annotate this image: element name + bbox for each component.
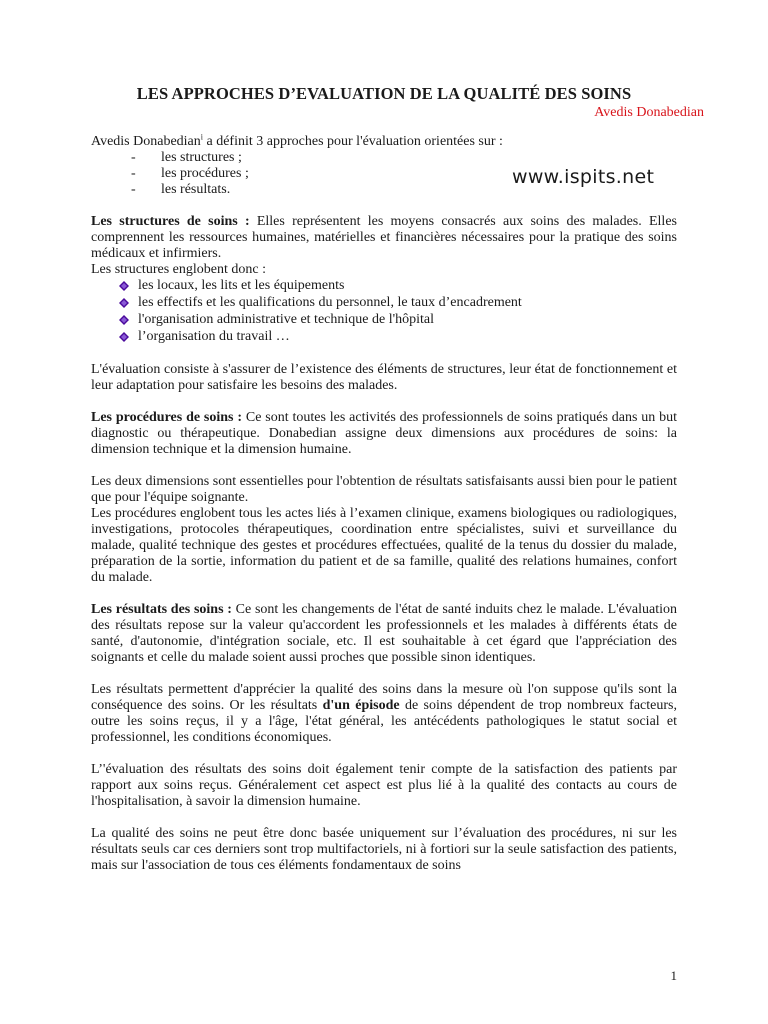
resultats-paragraph: Les résultats des soins : Ce sont les changements de l'état de santé induits chez le malade. L'évaluation des résultats repose sur la valeur qu'accordent les professionnels et les malades à différents états de santé, d'autonomie, d'intégration sociale, etc. Il est souhaitable à cet égard que l'appréciation des soignants et celle du malade soient aussi proches que possible sinon identiques. bbox=[91, 602, 677, 665]
diamond-bullet-icon bbox=[119, 298, 129, 308]
diamond-bullet-icon bbox=[119, 315, 129, 325]
resultats-facteurs: Les résultats permettent d'apprécier la qualité des soins dans la mesure où l'on suppose qu'ils sont la conséquence des soins. Or les résultats d'un épisode de soins dépendent de trop nombreux facteurs, outre les soins reçus, il y a l'âge, l'état général, les antécédents pathologiques le statut social et professionnel, les conditions économiques. bbox=[91, 682, 677, 745]
watermark-url: www.ispits.net bbox=[512, 166, 655, 188]
document-title: LES APPROCHES D’EVALUATION DE LA QUALITÉ DES SOINS bbox=[136, 84, 632, 103]
procedures-heading: Les procédures de soins : bbox=[91, 410, 243, 425]
resultats-satisfaction: L’'évaluation des résultats des soins doit également tenir compte de la satisfaction des patients par rapport aux soins reçus. Généralement cet aspect est plus lié à la qualité des contacts au cours de l'hospitalisation, à savoir la dimension humaine. bbox=[91, 762, 677, 809]
list-item: l'organisation administrative et technique de l'hôpital bbox=[91, 312, 677, 329]
procedures-paragraph: Les procédures de soins : Ce sont toutes les activités des professionnels de soins pratiqués dans un but diagnostic ou thérapeutique. Donabedian assigne deux dimensions aux procédures de soins: la dimension technique et la dimension humaine. bbox=[91, 410, 677, 457]
document-body bbox=[91, 134, 677, 874]
procedures-dimensions: Les deux dimensions sont essentielles pour l'obtention de résultats satisfaisants aussi bien pour le patient que pour l'équipe soignante. bbox=[91, 474, 677, 505]
resultats-heading: Les résultats des soins : bbox=[91, 602, 232, 617]
structures-heading: Les structures de soins : bbox=[91, 214, 250, 229]
footnote-marker: i bbox=[200, 132, 203, 142]
intro-paragraph bbox=[91, 134, 677, 150]
diamond-bullet-icon bbox=[119, 281, 129, 291]
structures-paragraph: Les structures de soins : Elles représentent les moyens consacrés aux soins des malades. Elles comprennent les ressources humaines, matérielles et financières nécessaires pour la pratique des soins médicaux et infirmiers. bbox=[91, 214, 677, 261]
list-item: - les structures ; bbox=[131, 150, 242, 165]
approaches-list bbox=[91, 150, 677, 198]
procedures-englobent: Les procédures englobent tous les actes liés à l’examen clinique, examens biologiques ou radiologiques, investigations, protocoles thérapeutiques, coordination entre spécialistes, suivi et surveillance du malade, qualité technique des gestes et procédures effectuées, qualité de la tenus du dossier du malade, préparation de la sortie, information du patient et de sa famille, qualité des relations humaines, confort du malade. bbox=[91, 506, 677, 585]
structures-evaluation: L'évaluation consiste à s'assurer de l’existence des éléments de structures, leur état de fonctionnement et leur adaptation pour satisfaire les besoins des malades. bbox=[91, 362, 677, 393]
structures-englobent: Les structures englobent donc : bbox=[91, 262, 266, 277]
author-name: Avedis Donabedian bbox=[594, 105, 704, 120]
list-item: - les résultats. bbox=[131, 182, 231, 197]
intro-text: a définit 3 approches pour l'évaluation orientées sur : bbox=[203, 134, 503, 149]
list-item: - les procédures ; bbox=[131, 166, 249, 181]
list-item: les effectifs et les qualifications du personnel, le taux d’encadrement bbox=[91, 295, 677, 312]
list-item: les locaux, les lits et les équipements bbox=[91, 278, 677, 295]
conclusion-paragraph: La qualité des soins ne peut être donc basée uniquement sur l’évaluation des procédures, ni sur les résultats seuls car ces derniers sont trop multifactoriels, ni à fortiori sur la seule satisfaction des patients, mais sur l'association de tous ces éléments fondamentaux de soins bbox=[91, 826, 677, 873]
intro-name: Avedis Donabedian bbox=[91, 134, 201, 149]
page-number: 1 bbox=[670, 968, 677, 983]
structures-list bbox=[91, 278, 677, 346]
list-item: l’organisation du travail … bbox=[91, 329, 677, 346]
diamond-bullet-icon bbox=[119, 332, 129, 342]
